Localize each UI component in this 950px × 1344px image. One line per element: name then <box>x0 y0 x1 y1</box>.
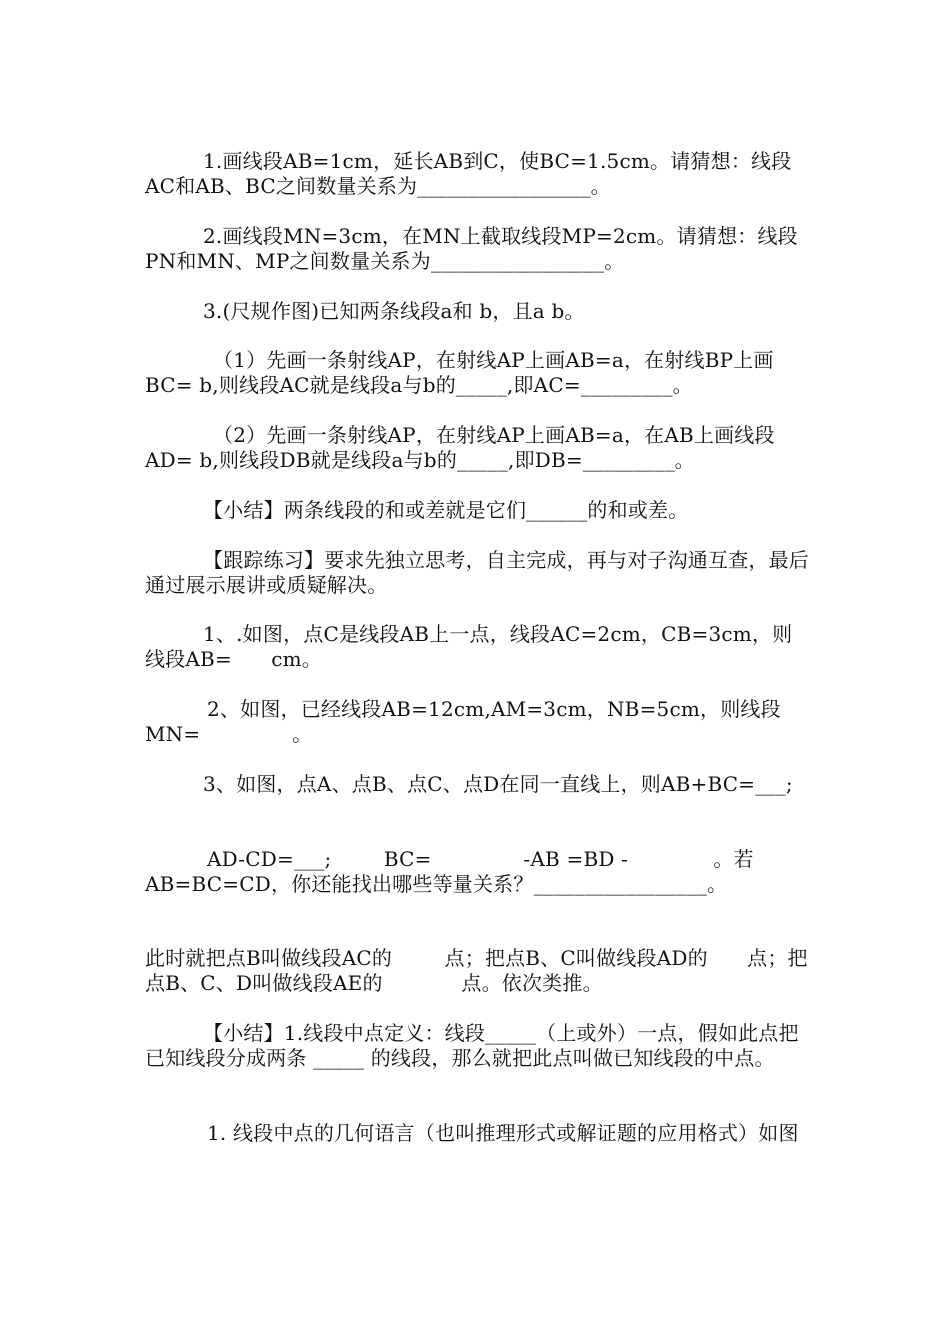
question-1: 1.画线段AB=1cm，延长AB到C，使BC=1.5cm。请猜想：线段AC和AB、BC之间数量关系为_________________。 <box>145 149 792 198</box>
question-3: 3.(尺规作图)已知两条线段a和 b，且a b。 <box>203 299 585 323</box>
summary-1: 【小结】两条线段的和或差就是它们______的和或差。 <box>203 498 689 522</box>
practice-3: 3、如图，点A、点B、点C、点D在同一直线上，则AB+BC=___; <box>203 772 793 796</box>
practice-intro: 【跟踪练习】要求先独立思考，自主完成，再与对子沟通互查，最后通过展示展讲或质疑解决。 <box>145 548 809 597</box>
question-2: 2.画线段MN=3cm，在MN上截取线段MP=2cm。请猜想：线段PN和MN、MP之间数量关系为_________________。 <box>145 224 798 273</box>
practice-3-continued: AD-CD=___; BC= -AB =BD - 。若AB=BC=CD，你还能找出哪些等量关系？_________________。 <box>145 847 754 896</box>
question-3-part-1: （1）先画一条射线AP，在射线AP上画AB=a，在射线BP上画BC= b,则线段AC就是线段a与b的_____,即AC=_________。 <box>145 348 774 397</box>
practice-1: 1、.如图，点C是线段AB上一点，线段AC=2cm，CB=3cm，则线段AB= cm。 <box>145 622 793 671</box>
practice-2: 2、如图，已经线段AB=12cm,AM=3cm，NB=5cm，则线段MN= 。 <box>145 697 781 746</box>
points-explanation: 此时就把点B叫做线段AC的 点；把点B、C叫做线段AD的 点；把点B、C、D叫做线段AE的 点。依次类推。 <box>145 946 808 995</box>
summary-2-midpoint-definition: 【小结】1.线段中点定义：线段_____（上或外）一点，假如此点把已知线段分成两条 _____ 的线段，那么就把此点叫做已知线段的中点。 <box>145 1021 799 1070</box>
question-3-part-2: （2）先画一条射线AP，在射线AP上画AB=a，在AB上画线段AD= b,则线段DB就是线段a与b的_____,即DB=_________。 <box>145 423 775 472</box>
midpoint-geometry-language: 1. 线段中点的几何语言（也叫推理形式或解证题的应用格式）如图 <box>207 1121 799 1145</box>
